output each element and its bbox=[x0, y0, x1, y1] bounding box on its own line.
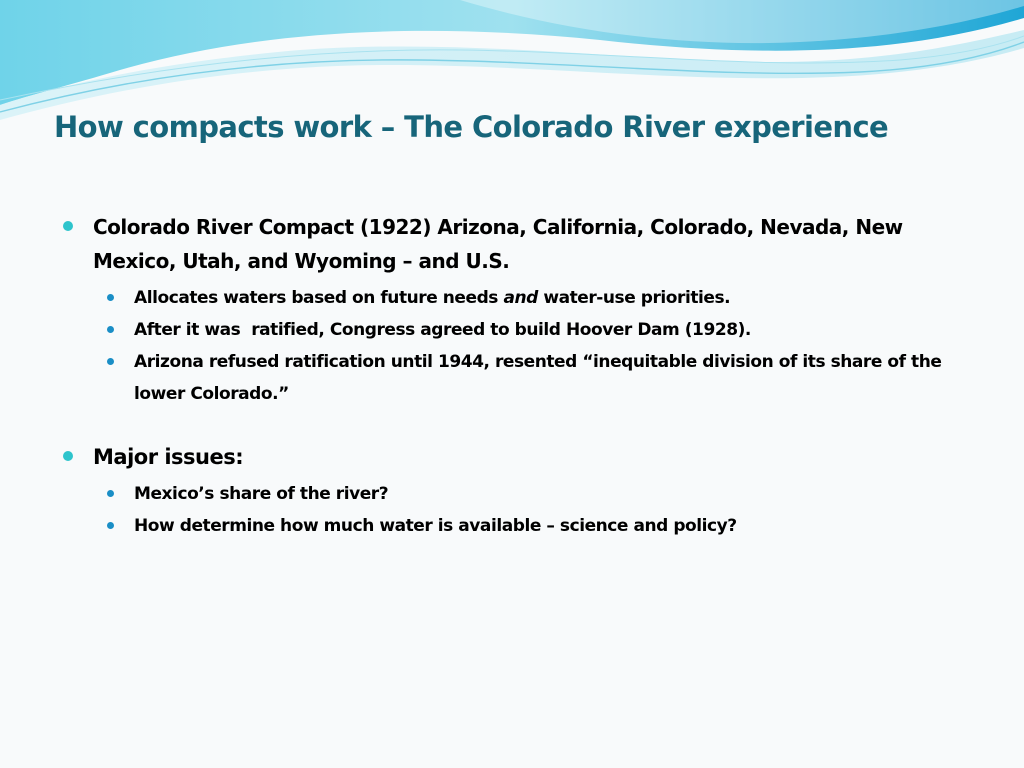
sub-bullet-text: How determine how much water is available – science and policy? bbox=[134, 516, 737, 536]
bullet-text: Colorado River Compact (1922) Arizona, California, Colorado, Nevada, New Mexico, Utah, and Wyoming – and U.S. bbox=[93, 215, 903, 273]
bullet-item bbox=[60, 440, 960, 474]
bullet-icon bbox=[63, 221, 73, 231]
sub-bullet-text-before: Allocates waters based on future needs bbox=[134, 288, 504, 308]
sub-bullet-icon bbox=[107, 490, 114, 497]
sub-bullet-text: Mexico’s share of the river? bbox=[134, 484, 389, 504]
sub-bullet-icon bbox=[107, 326, 114, 333]
wave-header-decoration bbox=[0, 0, 1024, 125]
sub-bullet-icon bbox=[107, 294, 114, 301]
sub-bullet-item bbox=[60, 478, 960, 510]
bullet-text: Major issues: bbox=[93, 445, 244, 469]
bullet-item bbox=[60, 210, 960, 278]
spacer bbox=[60, 410, 960, 440]
sub-bullet-icon bbox=[107, 358, 114, 365]
sub-bullet-item bbox=[60, 346, 960, 410]
sub-bullet-list bbox=[60, 282, 960, 410]
slide-title: How compacts work – The Colorado River experience bbox=[54, 110, 889, 144]
sub-bullet-text-after: water-use priorities. bbox=[537, 288, 731, 308]
bullet-icon bbox=[63, 451, 73, 461]
sub-bullet-text: After it was ratified, Congress agreed to build Hoover Dam (1928). bbox=[134, 320, 751, 340]
sub-bullet-list bbox=[60, 478, 960, 542]
sub-bullet-item bbox=[60, 510, 960, 542]
sub-bullet-item bbox=[60, 282, 960, 314]
sub-bullet-text-emphasis: and bbox=[503, 288, 538, 308]
bullet-list bbox=[60, 210, 960, 542]
sub-bullet-item bbox=[60, 314, 960, 346]
sub-bullet-icon bbox=[107, 522, 114, 529]
sub-bullet-text: Arizona refused ratification until 1944, resented “inequitable division of its share of the lower Colorado.” bbox=[134, 352, 942, 404]
